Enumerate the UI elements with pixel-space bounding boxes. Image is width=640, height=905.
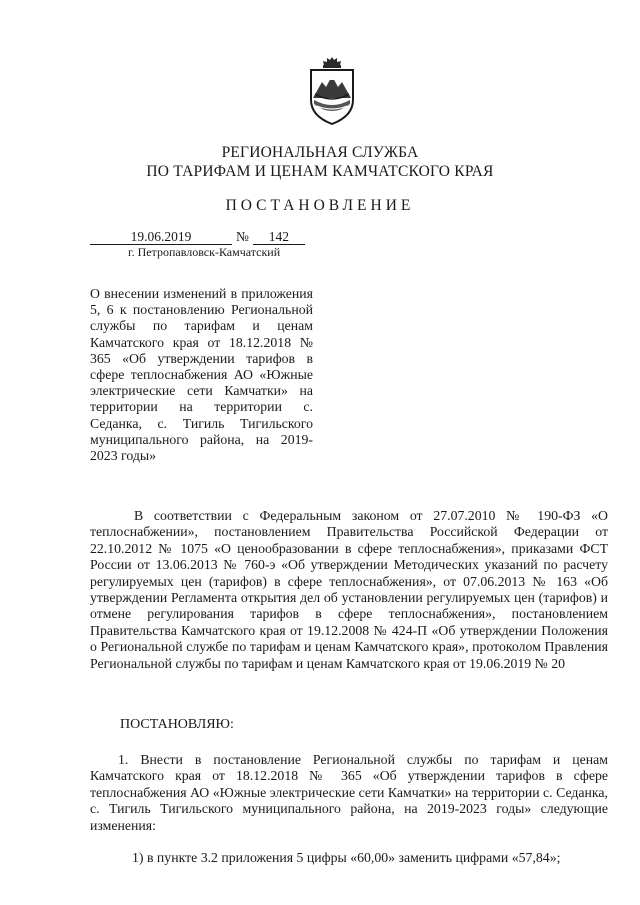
- org-name-line1: РЕГИОНАЛЬНАЯ СЛУЖБА: [221, 144, 419, 161]
- org-name-line2: ПО ТАРИФАМ И ЦЕНАМ КАМЧАТСКОГО КРАЯ: [146, 163, 494, 180]
- document-subject: О внесении изменений в приложения 5, 6 к постановлению Региональной службы по тарифам и ценам Камчатского края от 18.12.2018 № 365 «Об утверждении тарифов в сфере теплоснабжения АО «Южные электрические сети Камчатки» на территории на территории с. Седанка, с. Тигиль Тигильского муниципального района, на 2019-2023 годы»: [90, 286, 313, 464]
- date-number-line: [90, 229, 305, 245]
- resolve-heading: ПОСТАНОВЛЯЮ:: [120, 717, 234, 732]
- document-date: 19.06.2019: [90, 229, 232, 245]
- document-number: 142: [253, 229, 305, 245]
- document-type: ПОСТАНОВЛЕНИЕ: [225, 197, 415, 214]
- clause-1: 1. Внести в постановление Региональной службы по тарифам и ценам Камчатского края от 18.12.2018 № 365 «Об утверждении тарифов в сфере теплоснабжения АО «Южные электрические сети Камчатки» на территории с. Седанка, с. Тигиль Тигильского муниципального района, на 2019-2023 годы» следующие изменения:: [90, 752, 608, 833]
- clause-1-subitem-1: 1) в пункте 3.2 приложения 5 цифры «60,00» заменить цифрами «57,84»;: [132, 850, 561, 865]
- kamchatka-coat-of-arms-icon: [307, 54, 357, 126]
- preamble-paragraph: В соответствии с Федеральным законом от 27.07.2010 № 190-ФЗ «О теплоснабжении», постановлением Правительства Российской Федерации от 22.10.2012 № 1075 «О ценообразовании в сфере теплоснабжения», приказами ФСТ России от 13.06.2013 № 760-э «Об утверждении Методических указаний по расчету регулируемых цен (тарифов) в сфере теплоснабжения», от 07.06.2013 № 163 «Об утверждении Регламента открытия дел об установлении регулируемых цен (тарифов) и отмене регулирования тарифов в сфере теплоснабжения», постановлением Правительства Камчатского края от 19.12.2008 № 424-П «Об утверждении Положения о Региональной службе по тарифам и ценам Камчатского края», протоколом Правления Региональной службы по тарифам и ценам Камчатского края от 19.06.2019 № 20: [90, 508, 608, 671]
- number-sign: №: [236, 229, 249, 244]
- organization-name: [0, 143, 640, 181]
- issue-city: г. Петропавловск-Камчатский: [128, 245, 281, 259]
